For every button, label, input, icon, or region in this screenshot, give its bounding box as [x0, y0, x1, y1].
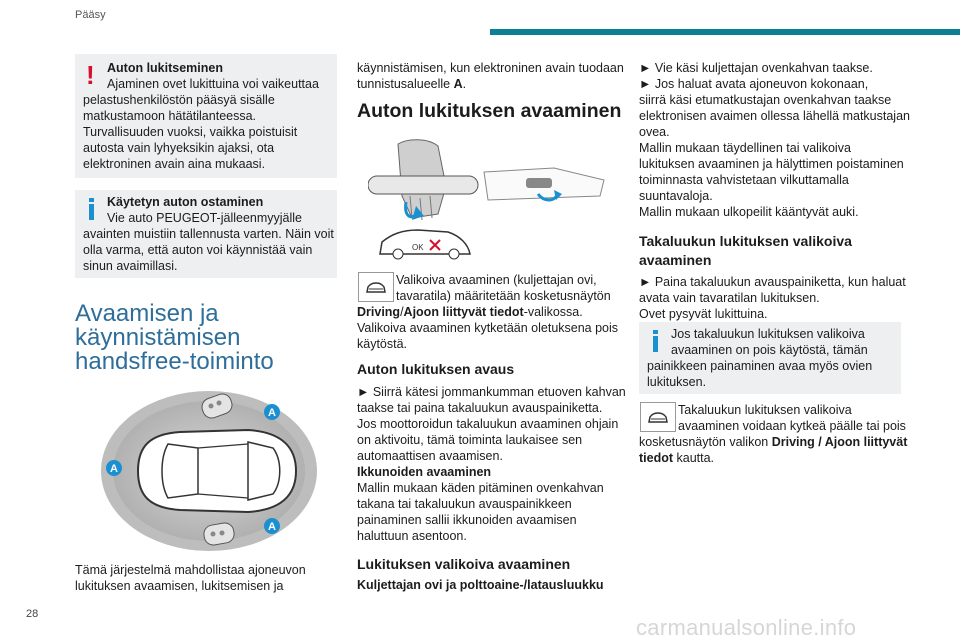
warning-line: autosta vain lyhyeksikin ajaksi, ota: [83, 141, 275, 155]
car-side-icon: [380, 230, 470, 259]
info-line: avaaminen on pois käytöstä, tämän: [671, 343, 868, 357]
body-line: siirrä käsi etumatkustajan ovenkahvan taakse: [639, 93, 892, 107]
warning-line: pelastushenkilöstön pääsyä sisälle: [83, 93, 275, 107]
zone-label: A: [268, 407, 276, 419]
body-line: käynnistämisen, kun elektroninen avain tuodaan: [357, 61, 624, 75]
body-line: elektronisen avaimen ollessa lähellä matkustajan: [639, 109, 910, 123]
section-title-line: handsfree-toiminto: [75, 348, 274, 375]
warning-line: elektroninen avain aina mukaasi.: [83, 157, 266, 171]
body-line: toiminnasta vahvistetaan vilkuttamalla: [639, 173, 849, 187]
body-line: ovea.: [639, 125, 670, 139]
menu-name: Ajoon liittyvät tiedot: [403, 305, 524, 319]
note-line: Takaluukun lukituksen valikoiva: [678, 403, 852, 417]
info-icon: [89, 198, 94, 202]
ok-label: OK: [412, 243, 424, 252]
car-top-view-icon: [138, 430, 296, 512]
car-settings-icon: [640, 402, 676, 432]
section-title-line: Avaamisen ja: [75, 300, 219, 327]
body-line: Ovet pysyvät lukittuina.: [639, 307, 768, 321]
info-line: olla varma, että auton voi käynnistää vain: [83, 243, 313, 257]
car-settings-icon: [358, 272, 394, 302]
section-title: [75, 302, 345, 374]
info-box-used-car: [75, 190, 337, 278]
note-line: avaaminen voidaan kytkeä päälle tai pois: [678, 419, 906, 433]
body-line: takana tai takaluukun avauspainikkeen: [357, 497, 572, 511]
page-number: 28: [26, 608, 39, 620]
heading-tailgate: avaaminen: [639, 252, 712, 268]
warning-line: Ajaminen ovet lukittuina voi vaikeuttaa: [107, 77, 319, 91]
page-header-label: Pääsy: [75, 9, 106, 21]
body-line: suuntavaloja.: [639, 189, 713, 203]
info-icon: [653, 330, 658, 334]
info-box-tailgate: [639, 322, 901, 394]
body-line: Mallin mukaan ulkopeilit kääntyvät auki.: [639, 205, 859, 219]
exclamation-icon: !: [86, 60, 95, 90]
heading-unlock: Auton lukituksen avaaminen: [357, 100, 622, 122]
zone-label: A: [110, 463, 118, 475]
menu-name: tiedot: [639, 451, 674, 465]
body-line: avata vain tavaratilan lukituksen.: [639, 291, 820, 305]
note-line: käytöstä.: [357, 337, 408, 351]
body-line: tunnistusalueelle: [357, 77, 454, 91]
note-line: tavaratila) määritetään kosketusnäytön: [396, 289, 611, 303]
body-line: taakse tai paina takaluukun avauspainiketta.: [357, 401, 603, 415]
info-line: Jos takaluukun lukituksen valikoiva: [671, 327, 865, 341]
note-line: Valikoiva avaaminen (kuljettajan ovi,: [396, 273, 597, 287]
warning-line: matkustamoon hätätilanteessa.: [83, 109, 257, 123]
watermark-text: carmanualsonline.info: [636, 615, 857, 640]
info-line: avainten muistiin tallennusta varten. Näin voit: [83, 227, 334, 241]
note-line: Valikoiva avaaminen kytketään oletuksena pois: [357, 321, 619, 335]
body-line: lukituksen avaamisen, lukitsemisen ja: [75, 579, 284, 593]
door-handle-icon: [368, 176, 478, 194]
subheading-unlocking: Auton lukituksen avaus: [357, 361, 515, 377]
info-line: lukituksen.: [647, 375, 707, 389]
body-line: painaminen sallii ikkunoiden avaamisen: [357, 513, 577, 527]
body-line: automaattisen avaamisen.: [357, 449, 503, 463]
punctuation: .: [462, 77, 467, 91]
zone-ref: A: [453, 77, 463, 91]
subheading-selective: Lukituksen valikoiva avaaminen: [357, 556, 571, 572]
body-line: Mallin mukaan käden pitäminen ovenkahvan: [357, 481, 604, 495]
note-line: kautta.: [673, 451, 715, 465]
zone-label: A: [268, 521, 276, 533]
info-line: painikkeen painaminen avaa myös ovien: [647, 359, 873, 373]
body-line: haluttuun asentoon.: [357, 529, 467, 543]
body-line: Tämä järjestelmä mahdollistaa ajoneuvon: [75, 563, 306, 577]
warning-title: Auton lukitseminen: [107, 61, 223, 75]
warning-box: [75, 54, 337, 178]
info-line: Vie auto PEUGEOT-jälleenmyyjälle: [107, 211, 302, 225]
bold-line: Kuljettajan ovi ja polttoaine-/latausluukku: [357, 578, 604, 592]
body-line: ► Jos haluat avata ajoneuvon kokonaan,: [639, 77, 869, 91]
body-line: ► Siirrä kätesi jommankumman etuoven kahvan: [357, 385, 626, 399]
info-title: Käytetyn auton ostaminen: [107, 195, 264, 209]
note-line: kosketusnäytön valikon: [639, 435, 772, 449]
section-title-line: käynnistämisen: [75, 324, 241, 351]
body-line: Jos moottoroidun takaluukun avaaminen ohjain: [357, 417, 619, 431]
detection-zone-illustration: [98, 388, 320, 554]
body-line: ► Vie käsi kuljettajan ovenkahvan taakse.: [639, 61, 873, 75]
warning-line: Turvallisuuden vuoksi, vaikka poistuisit: [83, 125, 298, 139]
menu-name: Driving: [357, 305, 401, 319]
door-handle-illustration: [368, 136, 618, 262]
body-line: ► Paina takaluukun avauspainiketta, kun haluat: [639, 275, 906, 289]
tailgate-button-icon: [484, 168, 604, 200]
body-line: lukituksen avaaminen ja hälyttimen poistaminen: [639, 157, 904, 171]
header-accent-bar: [490, 29, 960, 35]
heading-tailgate: Takaluukun lukituksen valikoiva: [639, 233, 852, 249]
body-line: Mallin mukaan täydellinen tai valikoiva: [639, 141, 851, 155]
note-line: -valikossa.: [523, 305, 583, 319]
menu-name: Driving / Ajoon liittyvät: [771, 435, 908, 449]
body-line: on aktivoitu, tämä toiminta laukaisee sen: [357, 433, 583, 447]
inline-title: Ikkunoiden avaaminen: [357, 465, 492, 479]
separator: /: [400, 305, 404, 319]
info-line: sinun avaimillasi.: [83, 259, 178, 273]
